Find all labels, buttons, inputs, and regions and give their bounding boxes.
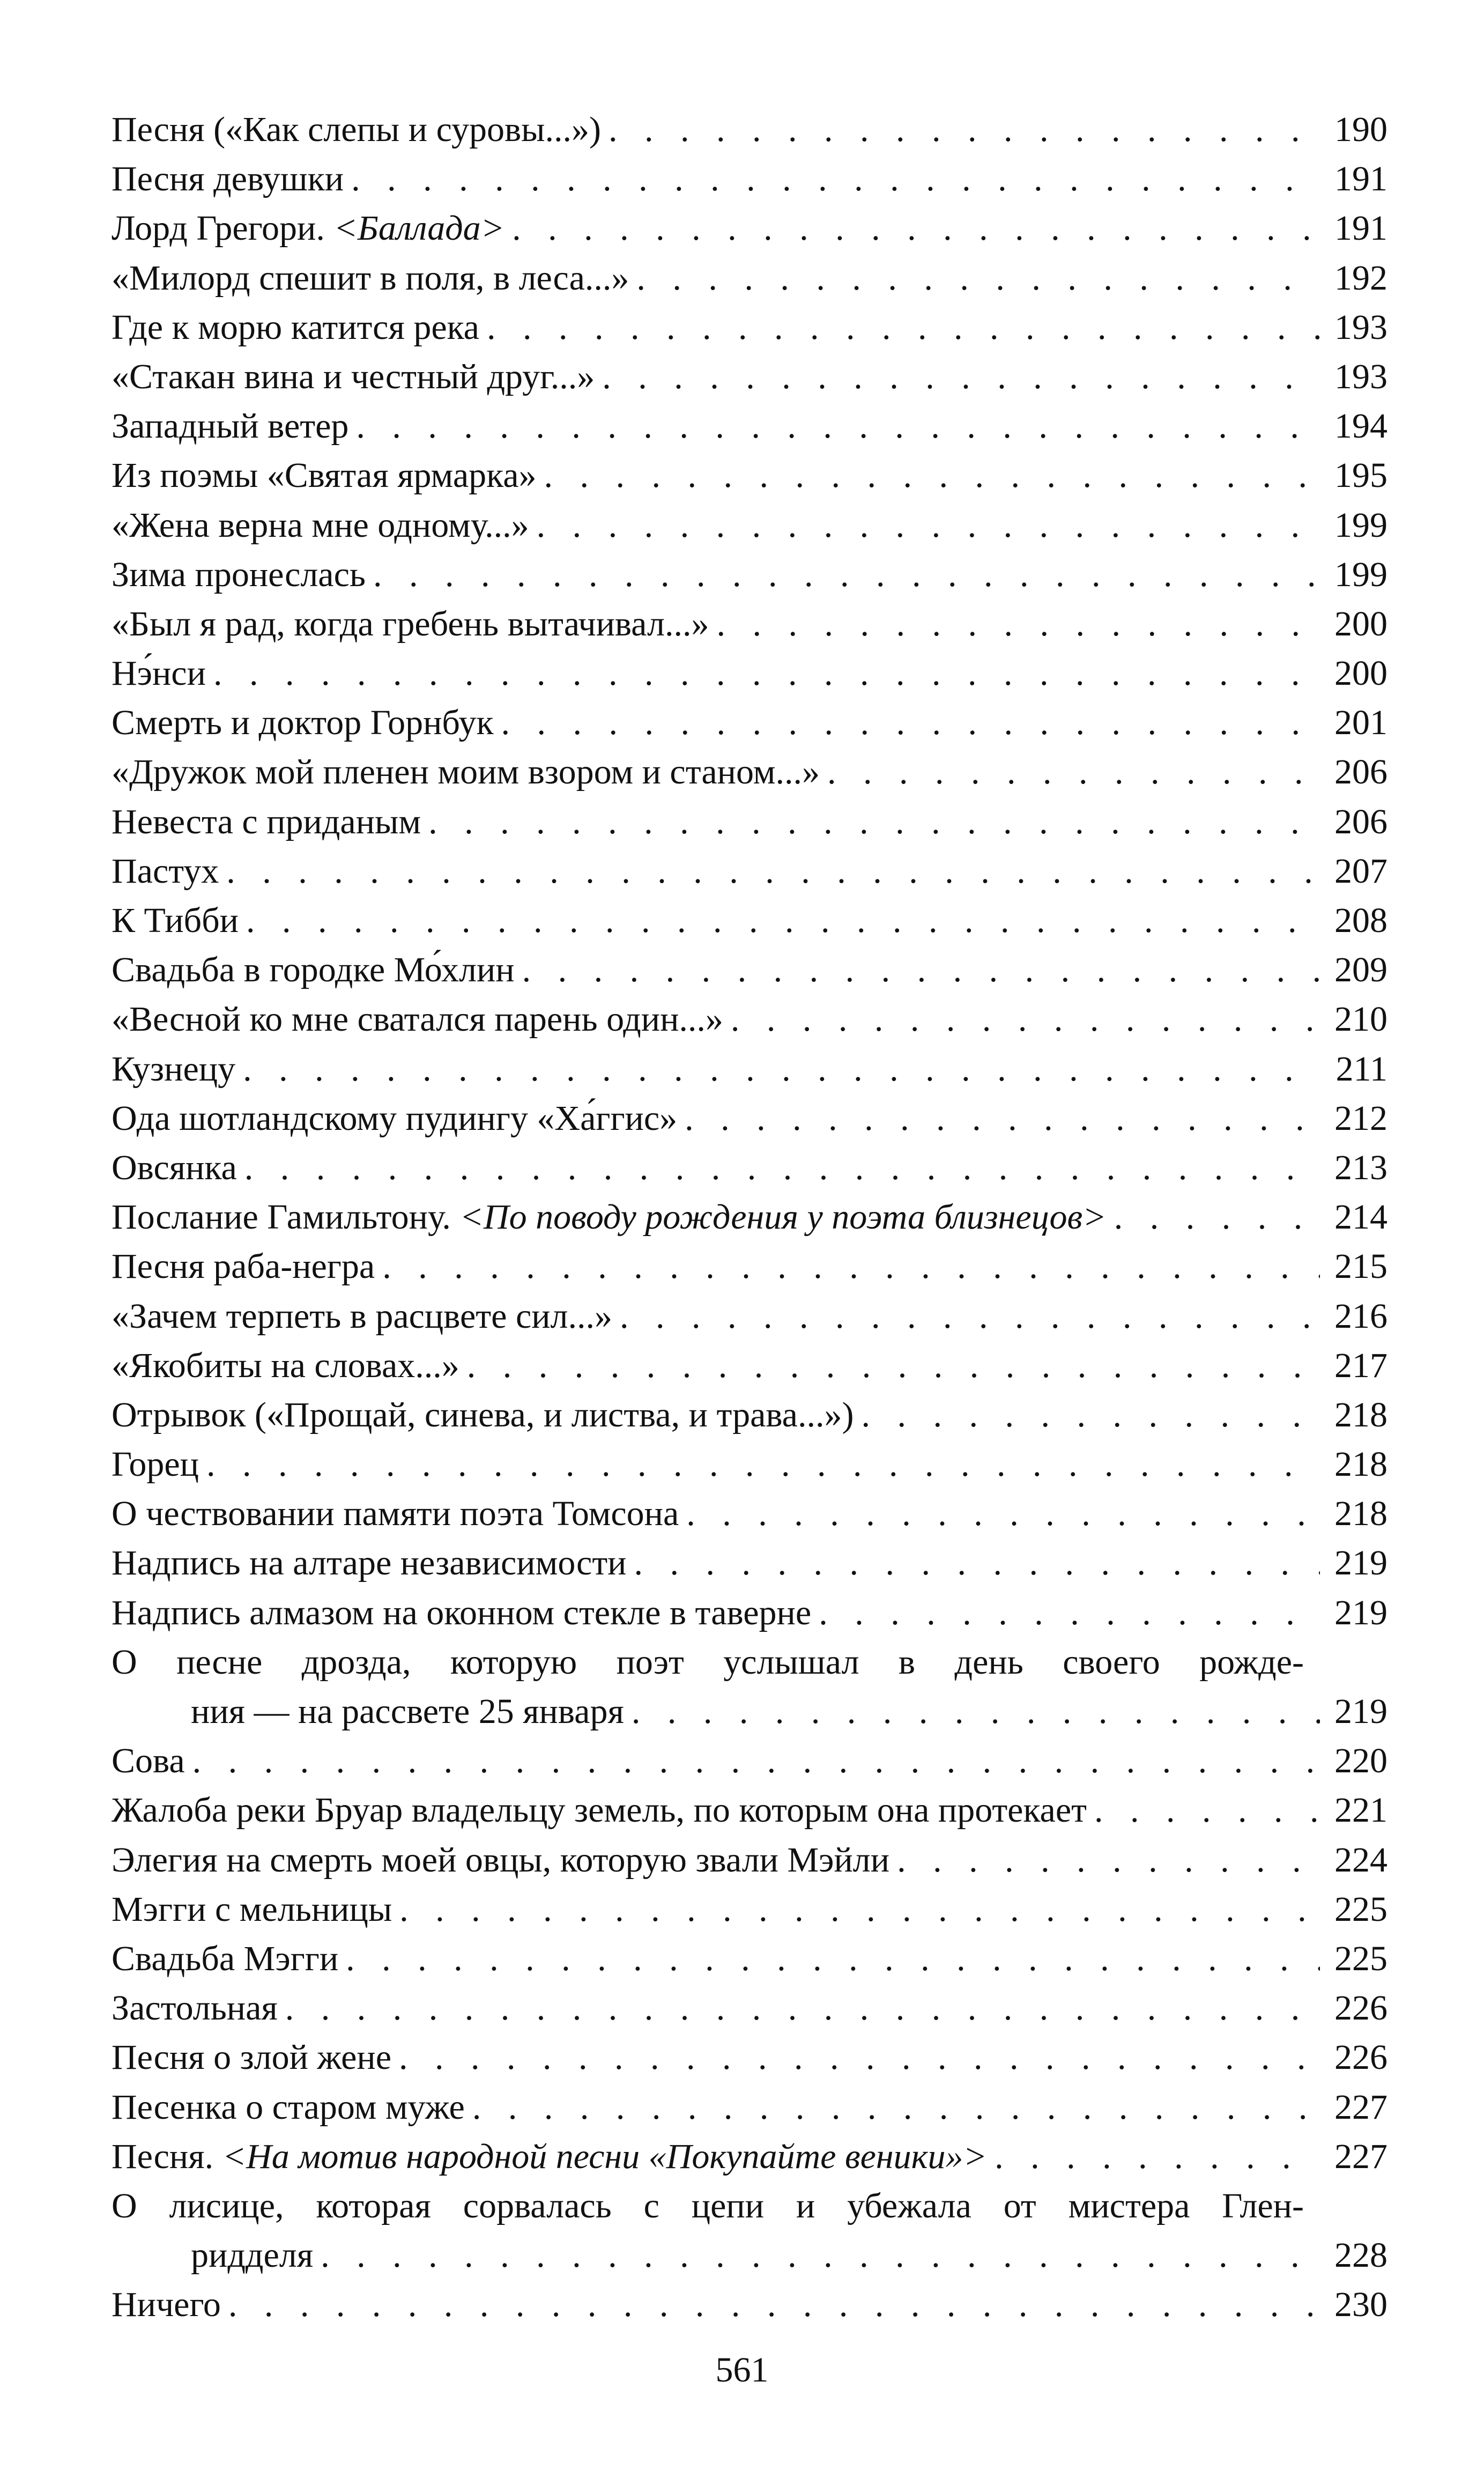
toc-entry-title: Песня («Как слепы и суровы...») xyxy=(112,110,601,149)
toc-entry-page: 224 xyxy=(1334,1840,1387,1880)
toc-entry-title: «Жена верна мне одному...» xyxy=(112,505,529,545)
toc-entry-subtitle: <По поводу рождения у поэта близнецов> xyxy=(459,1197,1107,1237)
toc-entry-page: 215 xyxy=(1334,1247,1387,1286)
toc-entry-title: К Тибби xyxy=(112,901,239,940)
toc-entry-title: Песенка о старом муже xyxy=(112,2087,465,2127)
toc-entry-title-wrapper xyxy=(112,2132,995,2181)
toc-entry-title: Невеста с приданым xyxy=(112,802,421,841)
toc-entry-page: 230 xyxy=(1334,2285,1387,2325)
dot-leader xyxy=(861,1391,1320,1440)
toc-entry-wrapped-line: О лисице, которая сорвалась с цепи и убежала от мистера Глен- xyxy=(112,2186,1304,2225)
toc-entry-page: 191 xyxy=(1334,209,1387,248)
dot-leader xyxy=(537,501,1320,550)
toc-entry-page: 193 xyxy=(1334,357,1387,396)
dot-leader xyxy=(428,797,1320,847)
dot-leader xyxy=(399,1885,1320,1934)
toc-entry-title: Ничего xyxy=(112,2285,221,2325)
toc-entry xyxy=(112,501,1387,550)
toc-entry-page: 225 xyxy=(1334,1939,1387,1978)
toc-entry-page: 200 xyxy=(1334,654,1387,693)
toc-entry xyxy=(112,1094,1387,1143)
toc-entry-title: Послание Гамильтону. xyxy=(112,1197,451,1237)
toc-entry-title: Элегия на смерть моей овцы, которую звали Мэйли xyxy=(112,1840,890,1880)
toc-entry xyxy=(112,2280,1387,2329)
toc-entry-title: Песня девушки xyxy=(112,159,344,199)
toc-entry-title: «Весной ко мне сватался парень один...» xyxy=(112,1000,723,1039)
toc-entry-title: Зима пронеслась xyxy=(112,554,366,594)
toc-entry-subtitle: <На мотив народной песни «Покупайте веники»> xyxy=(222,2136,988,2176)
dot-leader xyxy=(213,649,1320,698)
dot-leader xyxy=(244,1143,1320,1193)
toc-entry xyxy=(112,105,1387,154)
toc-entry-page: 199 xyxy=(1334,554,1387,594)
toc-entry-page: 208 xyxy=(1334,901,1387,940)
toc-entry xyxy=(112,600,1387,649)
toc-entry-title: Кузнецу xyxy=(112,1049,236,1089)
dot-leader xyxy=(522,945,1320,995)
toc-entry-title: О чествовании памяти поэта Томсона xyxy=(112,1494,679,1534)
toc-entry xyxy=(112,352,1387,402)
dot-leader xyxy=(321,2231,1320,2280)
toc-entry-title: Нэ́нси xyxy=(112,654,206,693)
toc-entry-page: 191 xyxy=(1334,159,1387,199)
toc-entry-page: 227 xyxy=(1334,2087,1387,2127)
toc-entry-page: 214 xyxy=(1334,1197,1387,1237)
toc-entry-page: 206 xyxy=(1334,802,1387,841)
toc-entry xyxy=(112,550,1387,600)
toc-entry-page: 219 xyxy=(1334,1692,1387,1731)
toc-entry xyxy=(112,2132,1387,2181)
toc-entry-page: 219 xyxy=(1334,1543,1387,1583)
dot-leader xyxy=(487,303,1320,352)
toc-entry-title: Жалоба реки Бруар владельцу земель, по которым она протекает xyxy=(112,1791,1087,1830)
toc-entry-title: «Милорд спешит в поля, в леса...» xyxy=(112,258,629,298)
dot-leader xyxy=(285,1984,1320,2033)
toc-entry xyxy=(112,2231,1387,2280)
toc-entry xyxy=(112,995,1387,1044)
toc-entry-page: 200 xyxy=(1334,604,1387,644)
toc-entry-page: 193 xyxy=(1334,307,1387,347)
toc-entry xyxy=(112,698,1387,748)
toc-entry xyxy=(112,748,1387,797)
dot-leader xyxy=(192,1736,1320,1786)
toc-entry-title-continuation: ния — на рассвете 25 января xyxy=(191,1692,624,1731)
toc-entry xyxy=(112,1539,1387,1588)
dot-leader xyxy=(1114,1193,1320,1242)
toc-entry-page: 219 xyxy=(1334,1593,1387,1632)
toc-entry-title: Где к морю катится река xyxy=(112,307,479,347)
toc-entry xyxy=(112,1786,1387,1835)
toc-entry xyxy=(112,797,1387,847)
toc-entry-title: Ода шотландскому пудингу «Ха́ггис» xyxy=(112,1098,678,1138)
toc-entry xyxy=(112,649,1387,698)
dot-leader xyxy=(602,352,1320,402)
toc-entry xyxy=(112,1885,1387,1934)
toc-entry xyxy=(112,303,1387,352)
toc-entry-title-wrapper xyxy=(112,1193,1114,1242)
table-of-contents xyxy=(112,105,1387,2329)
toc-entry-page: 213 xyxy=(1334,1148,1387,1187)
dot-leader xyxy=(226,847,1320,896)
toc-entry-title: Мэгги с мельницы xyxy=(112,1889,392,1929)
dot-leader xyxy=(472,2083,1320,2132)
toc-entry-page: 228 xyxy=(1334,2236,1387,2275)
toc-entry-page: 209 xyxy=(1334,950,1387,990)
toc-entry xyxy=(112,1588,1387,1638)
dot-leader xyxy=(620,1292,1320,1341)
toc-entry xyxy=(112,1934,1387,1984)
dot-leader xyxy=(685,1094,1320,1143)
dot-leader xyxy=(731,995,1320,1044)
toc-entry-page: 218 xyxy=(1334,1494,1387,1534)
toc-entry-title: Надпись алмазом на оконном стекле в таверне xyxy=(112,1593,812,1632)
toc-entry-title-continuation: ридделя xyxy=(191,2236,314,2275)
toc-entry xyxy=(112,204,1387,253)
toc-entry-title: Песня раба-негра xyxy=(112,1247,375,1286)
toc-entry-title: «Якобиты на словах...» xyxy=(112,1345,459,1385)
dot-leader xyxy=(995,2132,1320,2181)
toc-entry-title: Смерть и доктор Горнбук xyxy=(112,703,494,743)
toc-entry xyxy=(112,1687,1387,1736)
toc-entry-page: 192 xyxy=(1334,258,1387,298)
toc-entry-page: 211 xyxy=(1335,1049,1387,1089)
toc-entry-page: 218 xyxy=(1334,1395,1387,1434)
toc-entry-page: 195 xyxy=(1334,456,1387,495)
toc-entry xyxy=(112,154,1387,204)
toc-entry xyxy=(112,847,1387,896)
toc-entry xyxy=(112,1391,1387,1440)
toc-entry-title: Горец xyxy=(112,1445,199,1484)
dot-leader xyxy=(897,1836,1320,1885)
dot-leader xyxy=(686,1489,1320,1539)
toc-entry-page: 190 xyxy=(1334,110,1387,149)
toc-entry-title-wrapper xyxy=(112,204,512,253)
toc-entry xyxy=(112,1341,1387,1391)
dot-leader xyxy=(819,1588,1320,1638)
toc-entry-page: 216 xyxy=(1334,1296,1387,1336)
dot-leader xyxy=(399,2033,1320,2082)
toc-entry-title: «Стакан вина и честный друг...» xyxy=(112,357,595,396)
toc-entry-title: «Дружок мой пленен моим взором и станом...» xyxy=(112,752,820,792)
toc-entry-page: 206 xyxy=(1334,752,1387,792)
toc-entry xyxy=(112,896,1387,945)
toc-entry xyxy=(112,254,1387,303)
toc-entry-title: Сова xyxy=(112,1741,185,1781)
toc-entry-title: Западный ветер xyxy=(112,406,349,446)
toc-entry-page: 218 xyxy=(1334,1445,1387,1484)
toc-entry-title: «Зачем терпеть в расцвете сил...» xyxy=(112,1296,612,1336)
toc-entry-page: 221 xyxy=(1334,1791,1387,1830)
toc-entry-title: Песня. xyxy=(112,2136,214,2176)
toc-entry xyxy=(112,945,1387,995)
toc-entry-title: «Был я рад, когда гребень вытачивал...» xyxy=(112,604,709,644)
toc-entry-title: Овсянка xyxy=(112,1148,237,1187)
dot-leader xyxy=(351,154,1320,204)
dot-leader xyxy=(246,896,1320,945)
toc-entry xyxy=(112,451,1387,500)
toc-entry-title: Свадьба Мэгги xyxy=(112,1939,339,1978)
dot-leader xyxy=(827,748,1320,797)
toc-entry-title: Песня о злой жене xyxy=(112,2038,392,2077)
dot-leader xyxy=(632,1687,1320,1736)
toc-entry xyxy=(112,2033,1387,2082)
toc-entry-page: 194 xyxy=(1334,406,1387,446)
dot-leader xyxy=(512,204,1320,253)
toc-entry-page: 227 xyxy=(1334,2136,1387,2176)
page-number: 561 xyxy=(715,2350,769,2390)
dot-leader xyxy=(636,254,1320,303)
toc-entry xyxy=(112,1836,1387,1885)
toc-entry-page: 201 xyxy=(1334,703,1387,743)
toc-entry-title: Надпись на алтаре независимости xyxy=(112,1543,627,1583)
dot-leader xyxy=(1094,1786,1320,1835)
dot-leader xyxy=(206,1440,1320,1489)
dot-leader xyxy=(544,451,1320,500)
dot-leader xyxy=(501,698,1320,748)
toc-entry-title: Из поэмы «Святая ярмарка» xyxy=(112,456,537,495)
toc-entry xyxy=(112,1143,1387,1193)
toc-entry xyxy=(112,2083,1387,2132)
toc-entry-subtitle: <Баллада> xyxy=(333,209,505,248)
toc-entry xyxy=(112,1489,1387,1539)
dot-leader xyxy=(382,1242,1320,1291)
toc-entry-page: 212 xyxy=(1334,1098,1387,1138)
toc-entry xyxy=(112,1193,1387,1242)
toc-entry-title: Свадьба в городке Мо́хлин xyxy=(112,950,515,990)
toc-entry xyxy=(112,1736,1387,1786)
toc-entry-title: Лорд Грегори. xyxy=(112,209,325,248)
toc-entry-title: Отрывок («Прощай, синева, и листва, и трава...») xyxy=(112,1395,854,1434)
toc-entry-page: 226 xyxy=(1334,2038,1387,2077)
toc-entry xyxy=(112,1045,1387,1094)
dot-leader xyxy=(609,105,1320,154)
dot-leader xyxy=(467,1341,1320,1391)
toc-entry-page: 210 xyxy=(1334,1000,1387,1039)
toc-entry xyxy=(112,1292,1387,1341)
toc-entry xyxy=(112,402,1387,451)
toc-entry xyxy=(112,1440,1387,1489)
toc-entry-page: 217 xyxy=(1334,1345,1387,1385)
toc-entry-wrapped-line: О песне дрозда, которую поэт услышал в день своего рожде- xyxy=(112,1642,1304,1682)
dot-leader xyxy=(356,402,1320,451)
toc-entry-page: 207 xyxy=(1334,851,1387,891)
dot-leader xyxy=(346,1934,1320,1984)
toc-entry-title: Застольная xyxy=(112,1988,278,2028)
dot-leader xyxy=(373,550,1320,600)
toc-entry xyxy=(112,1242,1387,1291)
toc-entry-page: 225 xyxy=(1334,1889,1387,1929)
toc-entry-page: 226 xyxy=(1334,1988,1387,2028)
toc-entry-page: 199 xyxy=(1334,505,1387,545)
toc-entry-page: 220 xyxy=(1334,1741,1387,1781)
dot-leader xyxy=(243,1045,1320,1094)
toc-entry-title: Пастух xyxy=(112,851,219,891)
toc-entry xyxy=(112,1984,1387,2033)
dot-leader xyxy=(228,2280,1320,2329)
dot-leader xyxy=(717,600,1320,649)
dot-leader xyxy=(634,1539,1320,1588)
